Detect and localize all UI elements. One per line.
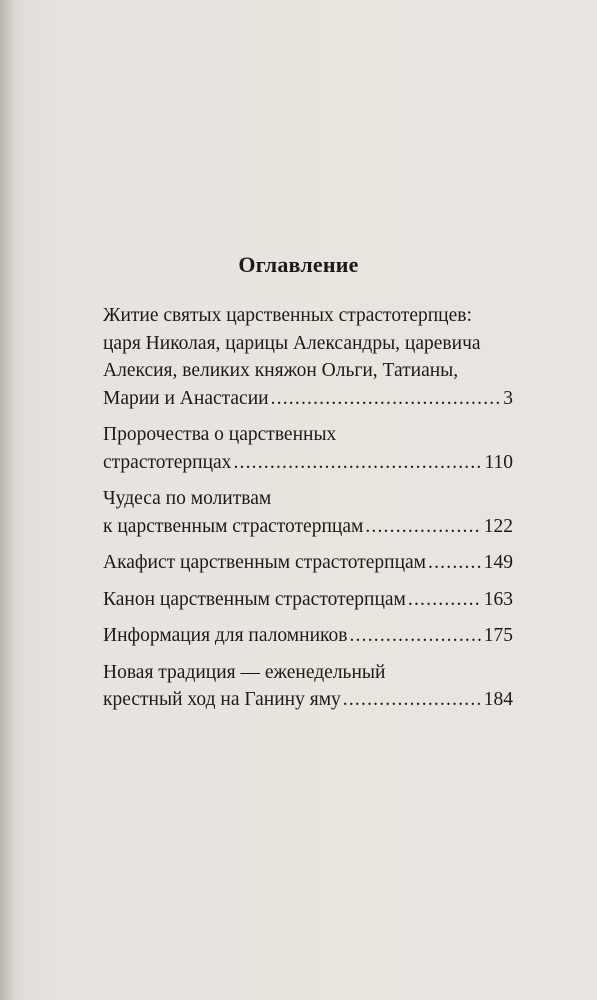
page-number: 184 bbox=[483, 689, 513, 710]
page-number: 122 bbox=[483, 515, 513, 537]
toc-entry-text: к царственным страстотерпцам bbox=[103, 515, 364, 537]
toc-entry-text: Марии и Анастасии bbox=[103, 387, 269, 409]
toc-entry-last-line bbox=[103, 513, 513, 541]
toc-entry-last-line bbox=[103, 549, 513, 577]
toc-entry-line: Чудеса по молитвам bbox=[103, 488, 272, 509]
toc-entry bbox=[103, 659, 513, 714]
dot-leader bbox=[408, 586, 482, 614]
toc-entry-text: Информация для паломников bbox=[103, 625, 348, 646]
toc-entry bbox=[103, 622, 513, 650]
page-number: 110 bbox=[484, 451, 513, 473]
dot-leader bbox=[233, 449, 482, 477]
toc-entry-text: крестный ход на Ганину яму bbox=[103, 689, 341, 710]
dot-leader bbox=[428, 549, 482, 577]
toc-entry bbox=[103, 421, 513, 476]
page-number: 3 bbox=[503, 387, 513, 409]
dot-leader bbox=[365, 513, 481, 541]
toc-entry bbox=[103, 586, 513, 614]
toc-entry bbox=[103, 485, 513, 540]
toc-entry-text: Канон царственным страстотерпцам bbox=[103, 588, 406, 610]
spine-shadow bbox=[0, 0, 14, 1000]
page-number: 163 bbox=[483, 588, 513, 610]
toc-entry-last-line bbox=[103, 622, 513, 650]
toc-entry-line: Житие святых царственных страстотерпцев: bbox=[103, 305, 472, 326]
table-of-contents bbox=[103, 302, 513, 723]
toc-entry-last-line bbox=[103, 586, 513, 614]
toc-entry-text: страстотерпцах bbox=[103, 451, 232, 473]
toc-entry bbox=[103, 302, 513, 412]
toc-entry-text: Акафист царственным страстотерпцам bbox=[103, 552, 427, 573]
dot-leader bbox=[349, 622, 481, 650]
toc-entry-line: Пророчества о царственных bbox=[103, 424, 337, 445]
toc-entry-last-line bbox=[103, 449, 513, 477]
page-number: 175 bbox=[483, 625, 513, 646]
toc-entry bbox=[103, 549, 513, 577]
toc-entry-line: Алексия, великих княжон Ольги, Татианы, bbox=[103, 360, 459, 381]
toc-entry-last-line bbox=[103, 385, 513, 413]
page-title: Оглавление bbox=[238, 252, 359, 277]
dot-leader bbox=[343, 686, 482, 714]
dot-leader bbox=[271, 385, 502, 413]
toc-entry-last-line bbox=[103, 686, 513, 714]
toc-entry-line: Новая традиция — еженедельный bbox=[103, 661, 386, 683]
toc-entry-line: царя Николая, царицы Александры, царевича bbox=[103, 332, 481, 354]
page-number: 149 bbox=[483, 552, 513, 573]
